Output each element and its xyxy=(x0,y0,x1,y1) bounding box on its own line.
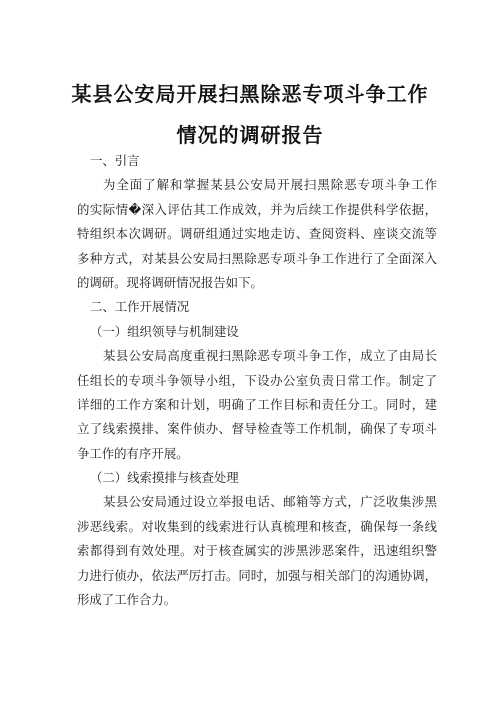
paragraph-line: 为全面了解和掌握某县公安局开展扫黑除恶专项斗争工作 xyxy=(103,177,437,193)
paragraph-line: 某县公安局高度重视扫黑除恶专项斗争工作，成立了由局长 xyxy=(103,348,437,364)
document-title-line-2: 情况的调研报告 xyxy=(176,123,324,147)
paragraph-line: 详细的工作方案和计划，明确了工作目标和责任分工。同时，建 xyxy=(77,396,437,412)
paragraph-line: 涉恶线索。对收集到的线索进行认真梳理和核查，确保每一条线 xyxy=(77,518,437,534)
subsection-heading-organization: （一）组织领导与机制建设 xyxy=(90,323,239,339)
paragraph-line: 立了线索摸排、案件侦办、督导检查等工作机制，确保了专项斗 xyxy=(77,421,437,437)
subsection-heading-clue-investigation: （二）线索摸排与核查处理 xyxy=(90,470,239,486)
paragraph-line: 特组织本次调研。调研组通过实地走访、查阅资料、座谈交流等 xyxy=(77,226,437,242)
paragraph-line: 形成了工作合力。 xyxy=(77,592,177,608)
paragraph-line: 任组长的专项斗争领导小组，下设办公室负责日常工作。制定了 xyxy=(77,372,437,388)
section-heading-introduction: 一、引言 xyxy=(90,153,140,168)
section-heading-work-progress: 二、工作开展情况 xyxy=(90,299,190,315)
paragraph-line: 索都得到有效处理。对于核查属实的涉黑涉恶案件，迅速组织警 xyxy=(77,543,437,559)
paragraph-line: 某县公安局通过设立举报电话、邮箱等方式，广泛收集涉黑 xyxy=(103,494,437,510)
paragraph-line: 多种方式，对某县公安局扫黑除恶专项斗争工作进行了全面深入 xyxy=(77,250,437,266)
document-body xyxy=(77,149,437,612)
paragraph-line: 的调研。现将调研情况报告如下。 xyxy=(77,274,263,290)
paragraph-line: 争工作的有序开展。 xyxy=(77,445,189,461)
document-title-line-1: 某县公安局开展扫黑除恶专项斗争工作 xyxy=(71,82,429,106)
paragraph-line: 力进行侦办，依法严厉打击。同时，加强与相关部门的沟通协调， xyxy=(77,567,437,583)
paragraph-line: 的实际情�深入评估其工作成效，并为后续工作提供科学依据， xyxy=(77,201,437,217)
